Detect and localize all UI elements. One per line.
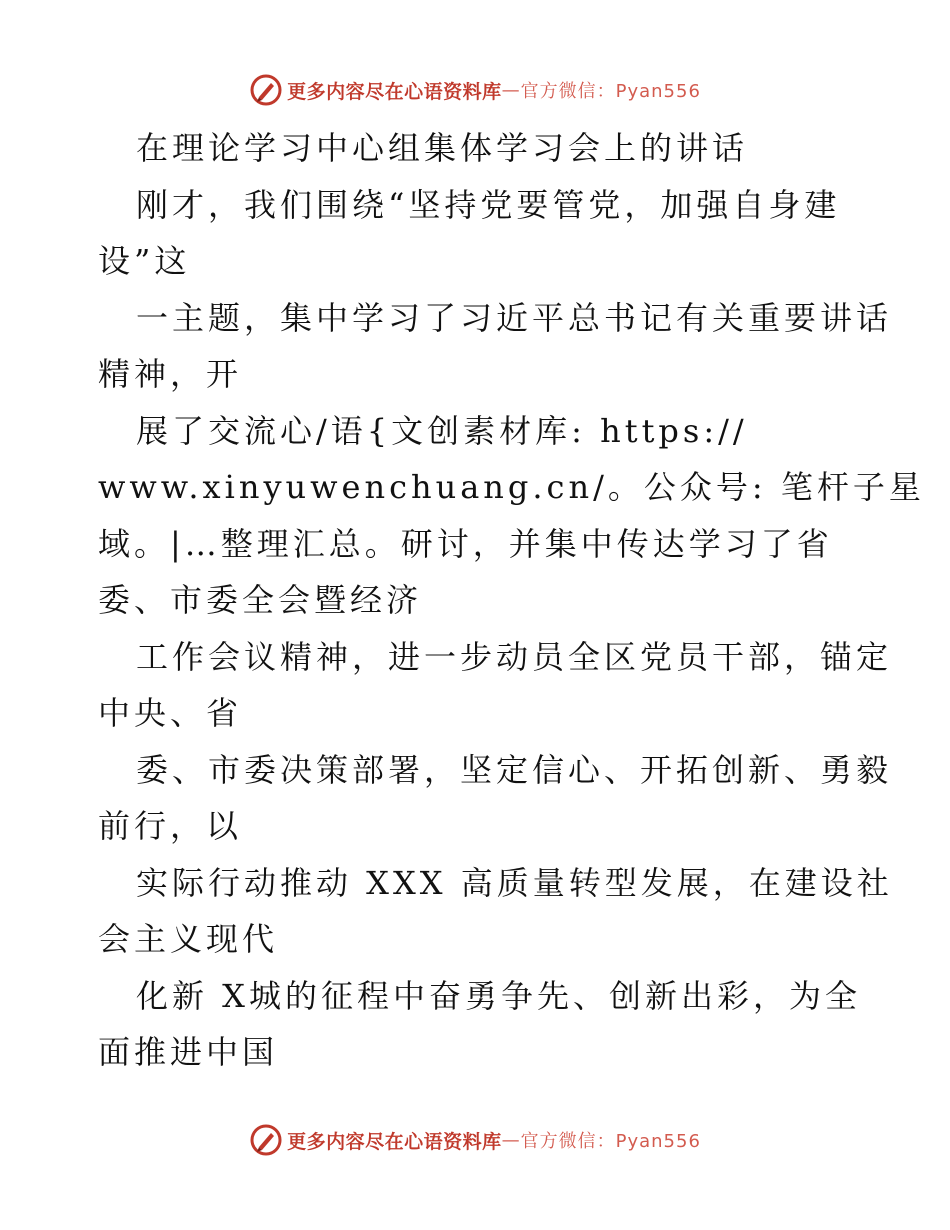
paragraph-line: 面推进中国 [98,1033,279,1071]
paragraph-line: 会主义现代 [98,920,279,958]
paragraph-line: 刚才，我们围绕“坚持党要管党，加强自身建 [136,185,841,224]
paragraph-line: 一主题，集中学习了习近平总书记有关重要讲话 [136,298,893,337]
paragraph-line: 域。|…整理汇总。研讨，并集中传达学习了省 [98,524,833,563]
paragraph-line: 工作会议精神，进一步动员全区党员干部，锚定 [136,637,893,676]
document-title: 在理论学习中心组集体学习会上的讲话 [136,129,749,167]
pen-logo-icon [249,1123,283,1157]
banner-separator: — [501,1129,521,1151]
banner-wechat-text: 官方微信：Pyan556 [520,1131,701,1152]
banner-site-text: 更多内容尽在心语资料库 [287,80,502,103]
header-banner [0,70,950,110]
footer-banner [0,1120,950,1160]
banner-wechat-text: 官方微信：Pyan556 [520,81,701,102]
paragraph-line: 展了交流心/语{文创素材库: https:// [136,411,748,450]
paragraph-line: 中央、省 [98,694,243,732]
banner-separator: — [501,79,521,101]
paragraph-line: 前行，以 [98,807,243,845]
paragraph-line: 化新 X城的征程中奋勇争先、创新出彩，为全 [136,976,861,1015]
paragraph-line: 精神，开 [98,355,243,393]
paragraph-line: 委、市委决策部署，坚定信心、开拓创新、勇毅 [136,750,893,789]
banner-site-text: 更多内容尽在心语资料库 [287,1130,502,1153]
paragraph-line: 委、市委全会暨经济 [98,581,423,619]
paragraph-line: www.xinyuwenchuang.cn/。公众号: 笔杆子星 [98,468,925,506]
paragraph-line: 实际行动推动 XXX 高质量转型发展，在建设社 [136,863,893,902]
paragraph-line: 设”这 [98,242,191,280]
pen-logo-icon [249,73,283,107]
